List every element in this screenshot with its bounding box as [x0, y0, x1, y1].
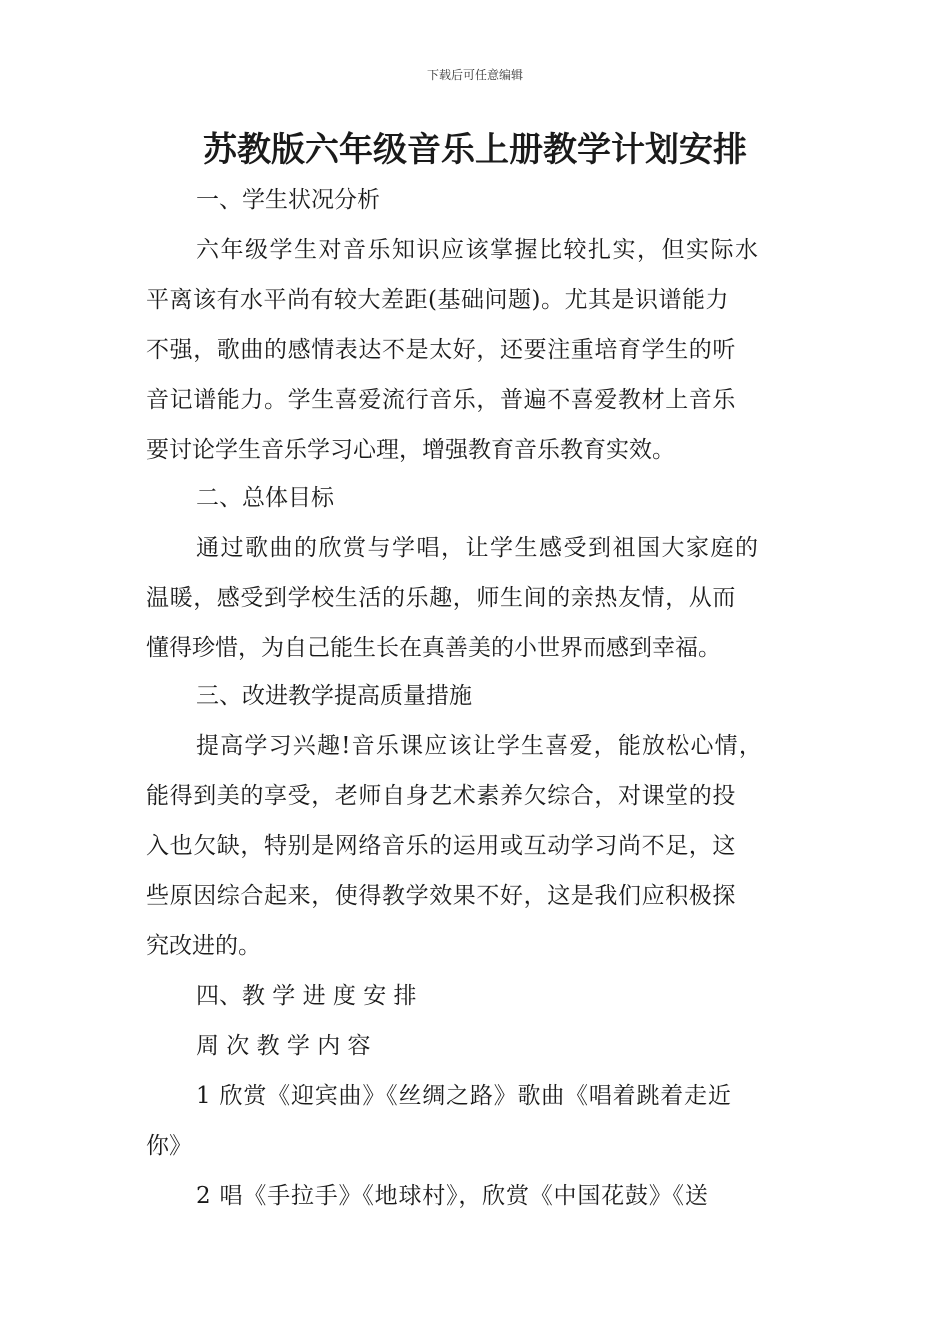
section-heading: 一、学生状况分析 — [196, 187, 380, 213]
schedule-line: 2 唱《手拉手》《地球村》，欣赏《中国花鼓》《送 — [196, 1183, 709, 1209]
paragraph-line: 通过歌曲的欣赏与学唱，让学生感受到祖国大家庭的 — [196, 535, 760, 561]
paragraph-line: 些原因综合起来，使得教学效果不好，这是我们应积极探 — [146, 883, 736, 909]
header-note: 下载后可任意编辑 — [426, 68, 523, 82]
schedule-column-header: 周 次 教 学 内 容 — [196, 1033, 371, 1059]
paragraph-line: 温暖，感受到学校生活的乐趣，师生间的亲热友情，从而 — [146, 585, 736, 611]
paragraph-line: 懂得珍惜，为自己能生长在真善美的小世界而感到幸福。 — [146, 635, 721, 661]
paragraph-line: 能得到美的享受，老师自身艺术素养欠综合，对课堂的投 — [146, 783, 736, 809]
schedule-line: 你》 — [146, 1133, 192, 1159]
document-title: 苏教版六年级音乐上册教学计划安排 — [203, 130, 747, 170]
section-2 — [146, 473, 806, 673]
paragraph-line: 不强，歌曲的感情表达不是太好，还要注重培育学生的听 — [146, 337, 736, 363]
paragraph-line: 入也欠缺，特别是网络音乐的运用或互动学习尚不足，这 — [146, 833, 736, 859]
paragraph-line: 平离该有水平尚有较大差距(基础问题)。尤其是识谱能力 — [146, 287, 729, 313]
section-1 — [146, 175, 806, 475]
section-heading: 四、教 学 进 度 安 排 — [196, 983, 417, 1009]
section-4 — [146, 971, 806, 1221]
paragraph-line: 要讨论学生音乐学习心理，增强教育音乐教育实效。 — [146, 437, 675, 463]
section-heading: 二、总体目标 — [196, 485, 334, 511]
section-3 — [146, 671, 806, 971]
paragraph-line: 六年级学生对音乐知识应该掌握比较扎实，但实际水 — [196, 237, 760, 263]
paragraph-line: 音记谱能力。学生喜爱流行音乐，普遍不喜爱教材上音乐 — [146, 387, 736, 413]
paragraph-line: 提高学习兴趣!音乐课应该让学生喜爱，能放松心情， — [196, 733, 764, 759]
schedule-line: 1 欣赏《迎宾曲》《丝绸之路》歌曲《唱着跳着走近 — [196, 1083, 732, 1109]
paragraph-line: 究改进的。 — [146, 933, 261, 959]
section-heading: 三、改进教学提高质量措施 — [196, 683, 472, 709]
